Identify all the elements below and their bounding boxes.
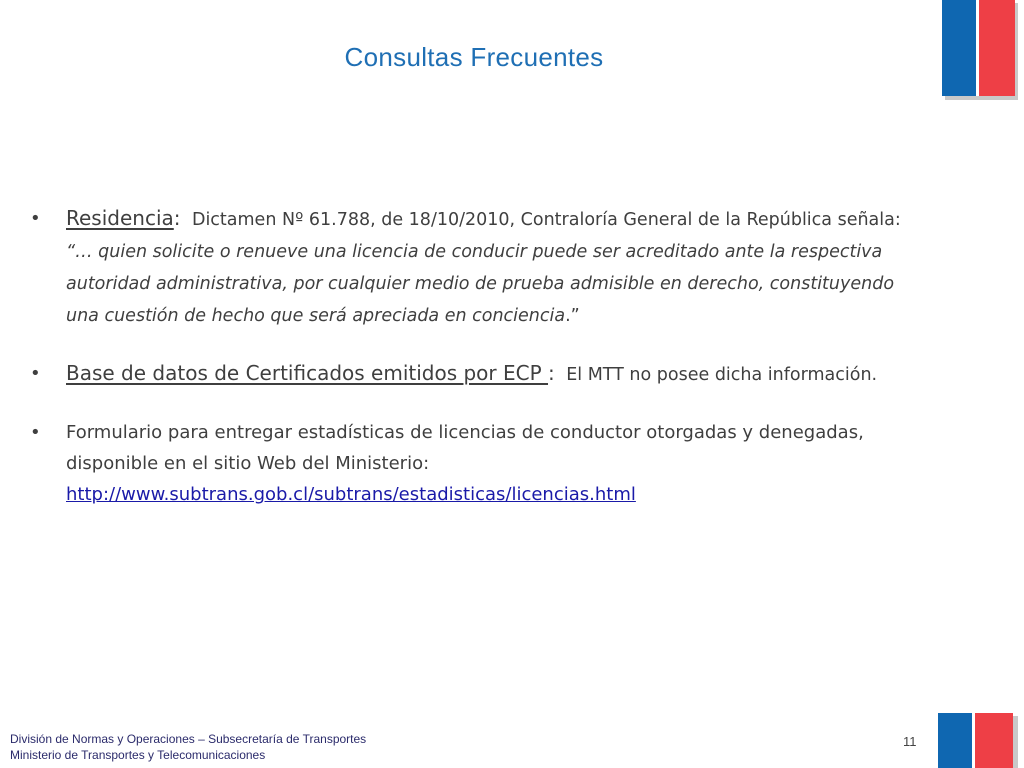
bullet-text: Formulario para entregar estadísticas de licencias de conductor otorgadas y denegadas, disponible en el sitio Web del Ministerio: xyxy=(66,422,864,474)
footer-line-2: Ministerio de Transportes y Telecomunicaciones xyxy=(10,748,266,762)
bullet-text: Dictamen Nº 61.788, de 18/10/2010, Contraloría General de la República señala: xyxy=(191,210,901,230)
bullet-formulario xyxy=(24,417,904,510)
footer xyxy=(10,731,366,763)
footer-line-1: División de Normas y Operaciones – Subsecretaría de Transportes xyxy=(10,732,367,746)
bullet-lead: Residencia xyxy=(66,206,174,230)
bullet-quote: “… quien solicite o renueve una licencia de conducir puede ser acreditado ante la respectiva autoridad administrativa, por cualquier medio de prueba admisible en derecho, constituyendo una cuestión de hecho que será apreciada en conciencia xyxy=(66,242,895,326)
bullet-residencia: • Residencia: Dictamen Nº 61.788, de 18/10/2010, Contraloría General de la República señala: “… quien solicite o renueve una licencia de conducir puede ser acreditado ante la respectiva autoridad administrativa, por cualquier medio de prueba admisible en derecho, constituyendo una cuestión de hecho que será apreciada en conciencia.” xyxy=(24,203,904,332)
bullet-dot: • xyxy=(30,422,41,443)
bullet-dot: • xyxy=(30,208,41,229)
slide-content xyxy=(24,203,904,510)
bullet-dot: • xyxy=(30,363,41,384)
estadisticas-link[interactable]: http://www.subtrans.gob.cl/subtrans/estadisticas/licencias.html xyxy=(66,484,636,505)
flag-logo-top xyxy=(942,0,1018,100)
bullet-lead: Base de datos de Certificados emitidos por ECP xyxy=(66,361,549,385)
bullet-text: El MTT no posee dicha información. xyxy=(566,365,878,385)
flag-logo-bottom xyxy=(938,713,1018,768)
slide-title: Consultas Frecuentes xyxy=(344,42,604,72)
bullet-base-de-datos: • Base de datos de Certificados emitidos por ECP : El MTT no posee dicha información. xyxy=(24,358,904,391)
page-number: 11 xyxy=(903,734,917,749)
